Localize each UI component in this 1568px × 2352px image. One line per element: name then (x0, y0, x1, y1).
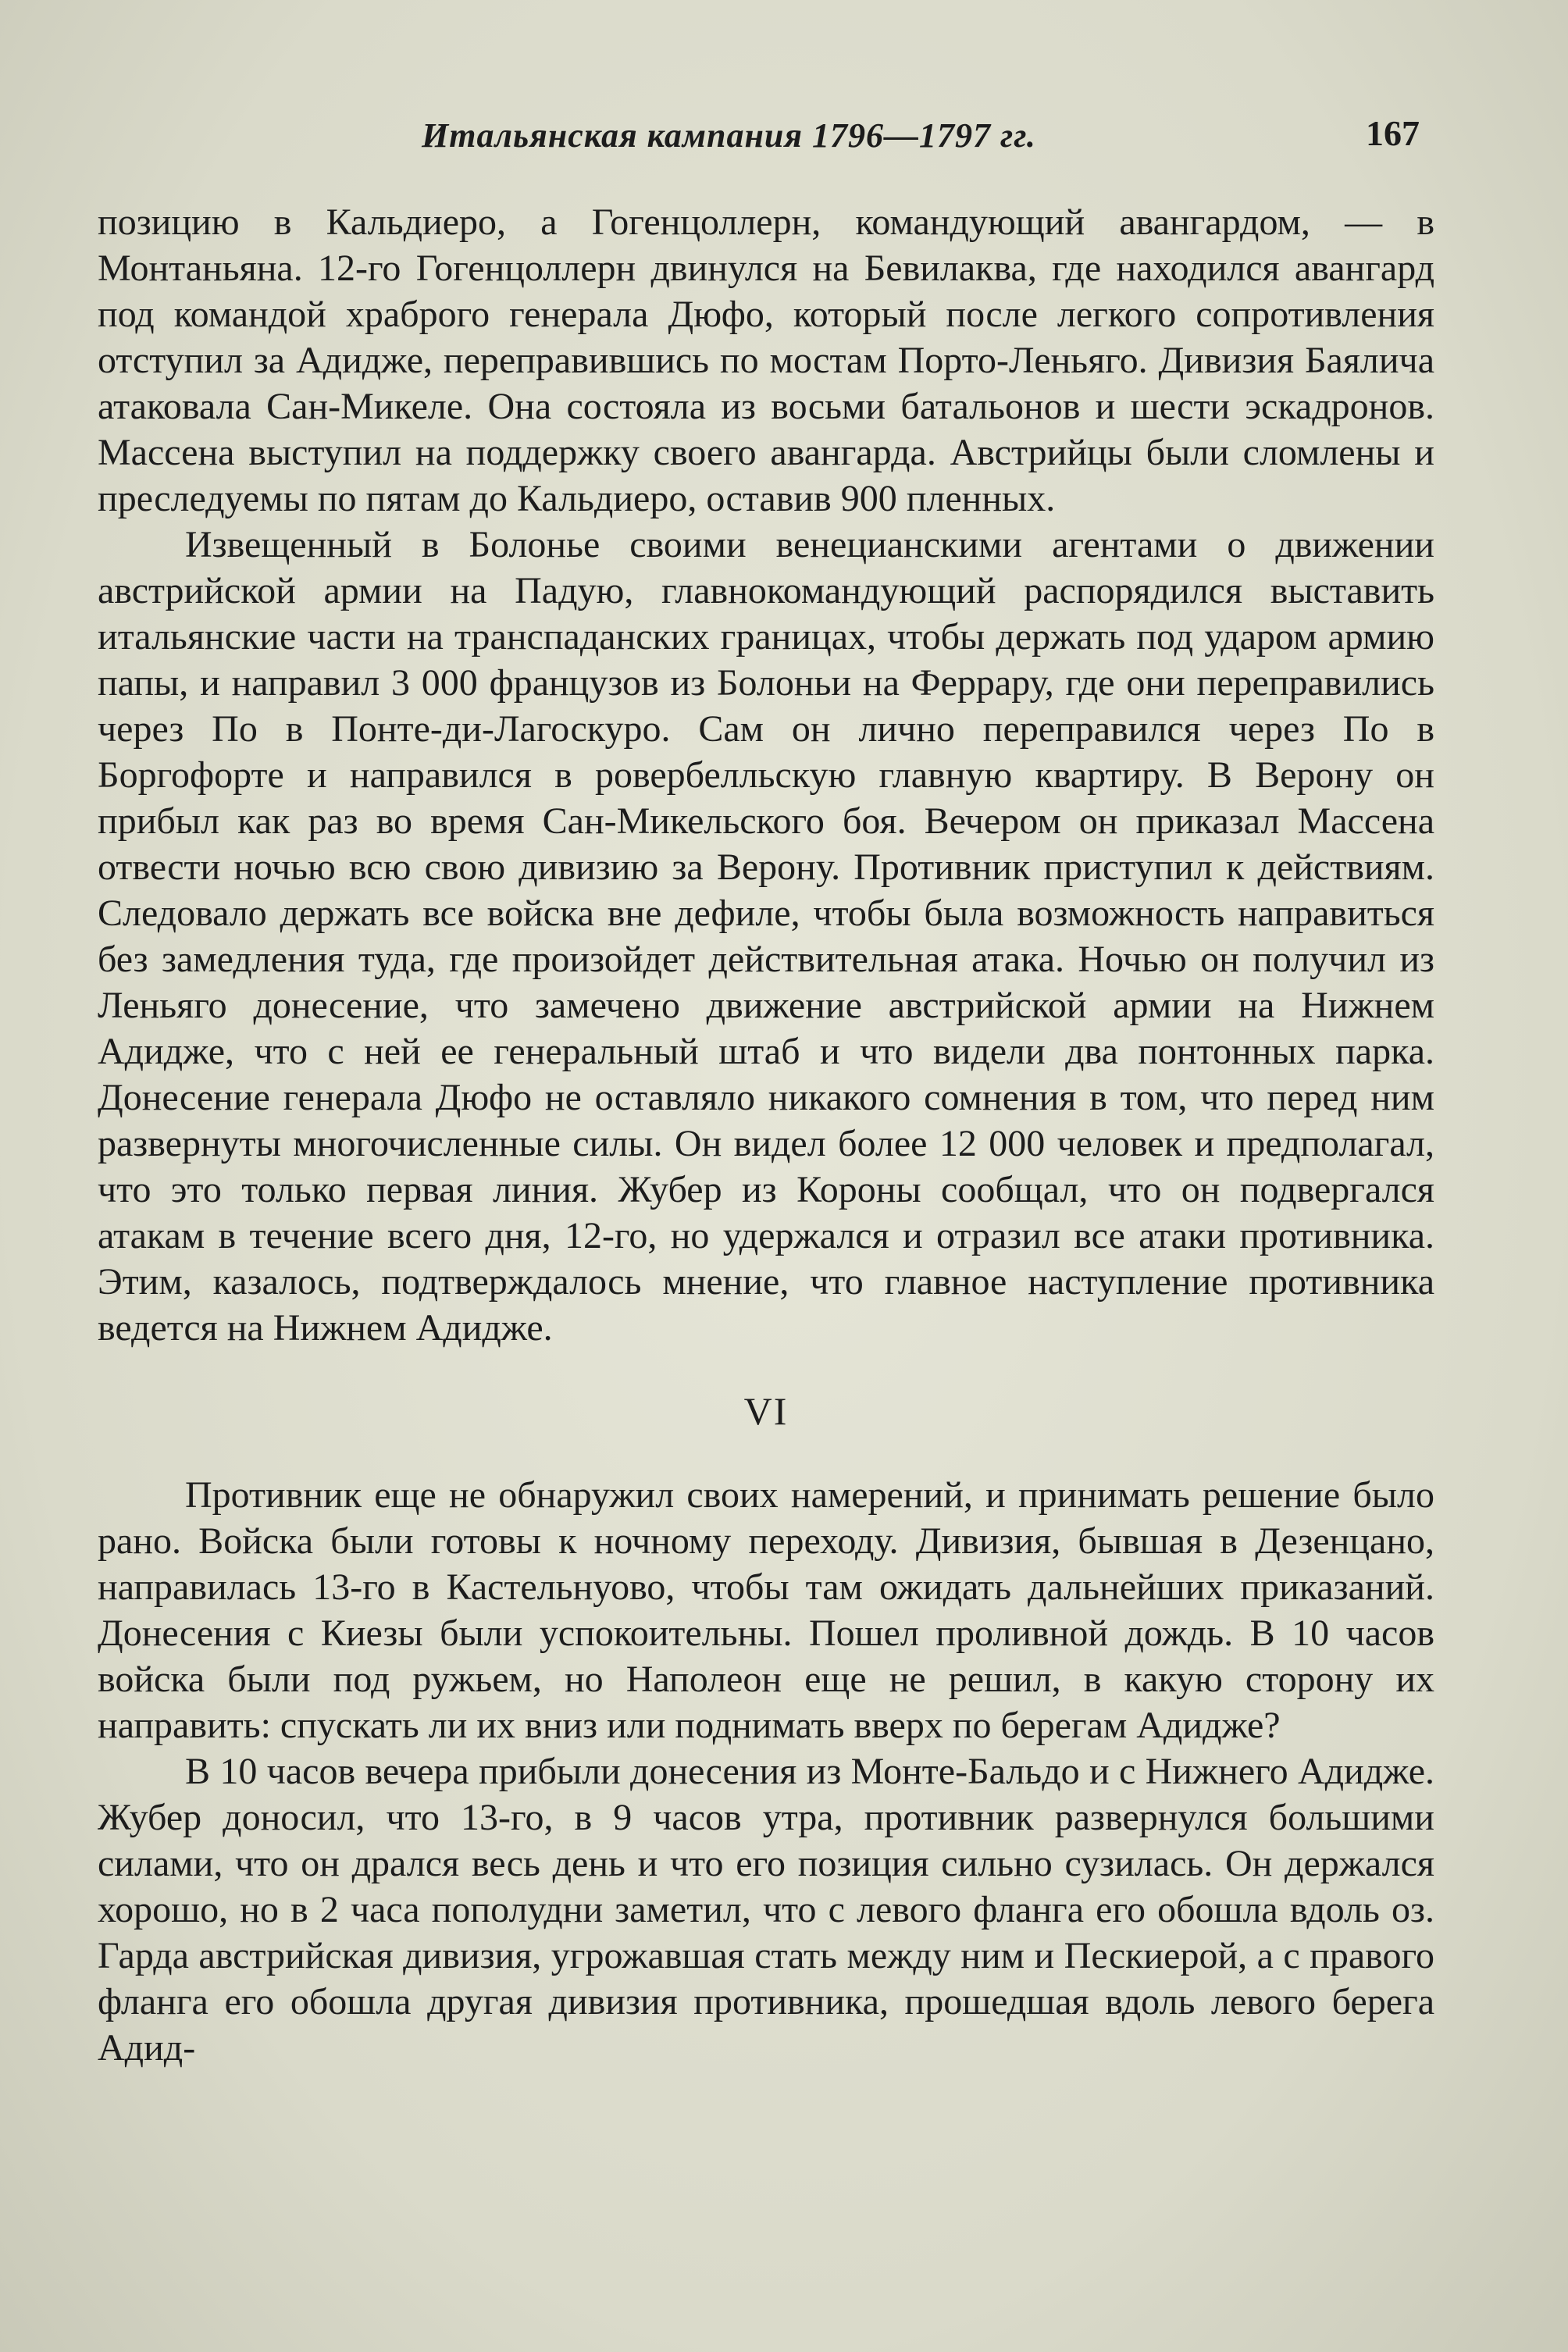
page-header (98, 109, 1420, 164)
paragraph-3: Противник еще не обнаружил своих намерений, и принимать решение было рано. Войска были готовы к ночному переходу. Дивизия, бывшая в Дезенцано, направилась 13-го в Кастельнуово, чтобы там ожидать дальнейших приказаний. Донесения с Киезы были успокоительны. Пошел проливной дождь. В 10 часов войска были под ружьем, но Наполеон еще не решил, в какую сторону их направить: спускать ли их вниз или поднимать вверх по берегам Адидже? (98, 1474, 1434, 1746)
section-heading: VI (743, 1389, 789, 1433)
page-body (98, 199, 1434, 2071)
paragraph-4: В 10 часов вечера прибыли донесения из Монте-Бальдо и с Нижнего Адидже. Жубер доносил, что 13-го, в 9 часов утра, противник развернулся большими силами, что он дрался весь день и что его позиция сильно сузилась. Он держался хорошо, но в 2 часа пополудни заметил, что с левого фланга его обошла вдоль оз. Гарда австрийская дивизия, угрожавшая стать между ним и Пескиерой, а с правого фланга его обошла другая дивизия противника, прошедшая вдоль левого берега Адид- (98, 1751, 1434, 2069)
running-title: Итальянская кампания 1796—1797 гг. (422, 116, 1036, 155)
paragraph-1: позицию в Кальдиеро, а Гогенцоллерн, командующий авангардом, — в Монтаньяна. 12-го Гогенцоллерн двинулся на Бевилаква, где находился авангард под командой храброго генерала Дюфо, который после легкого сопротивления отступил за Адидже, переправившись по мостам Порто-Леньяго. Дивизия Баялича атаковала Сан-Микеле. Она состояла из восьми батальонов и шести эскадронов. Массена выступил на поддержку своего авангарда. Австрийцы были сломлены и преследуемы по пятам до Кальдиеро, оставив 900 пленных. (98, 201, 1434, 519)
paragraph-2: Извещенный в Болонье своими венецианскими агентами о движении австрийской армии на Падую, главнокомандующий распорядился выставить итальянские части на транспаданских границах, чтобы держать под ударом армию папы, и направил 3 000 французов из Болоньи на Феррару, где они переправились через По в Понте-ди-Лагоскуро. Сам он лично переправился через По в Боргофорте и направился в ровербелльскую главную квартиру. В Верону он прибыл как раз во время Сан-Микельского боя. Вечером он приказал Массена отвести ночью всю свою дивизию за Верону. Противник приступил к действиям. Следовало держать все войска вне дефиле, чтобы была возможность направиться без замедления туда, где произойдет действительная атака. Ночью он получил из Леньяго донесение, что замечено движение австрийской армии на Нижнем Адидже, что с ней ее генеральный штаб и что видели два понтонных парка. Донесение генерала Дюфо не оставляло никакого сомнения в том, что перед ним развернуты многочисленные силы. Он видел более 12 000 человек и предполагал, что это только первая линия. Жубер из Короны сообщал, что он подвергался атакам в течение всего дня, 12-го, но удержался и отразил все атаки противника. Этим, казалось, подтверждалось мнение, что главное наступление противника ведется на Нижнем Адидже. (98, 524, 1434, 1349)
page-number: 167 (1366, 113, 1420, 153)
